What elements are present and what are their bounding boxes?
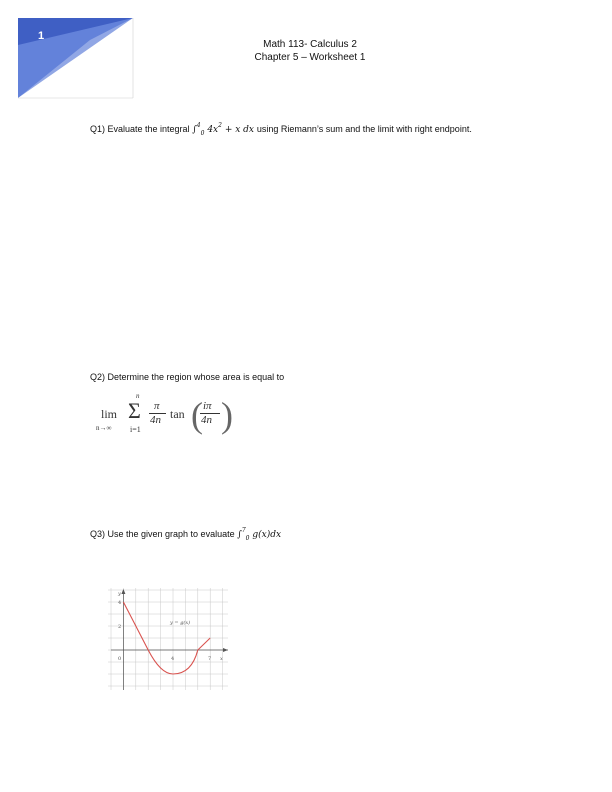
arg-numerator: iπ xyxy=(203,400,212,412)
q3-prefix: Q3) Use the given graph to evaluate xyxy=(90,529,235,539)
paren-left: ( xyxy=(191,395,203,435)
question-3 xyxy=(90,527,281,542)
tick-y-4: 4 xyxy=(118,600,122,606)
g-graph xyxy=(108,588,228,690)
sigma-upper: n xyxy=(136,392,140,400)
q3-upper-limit: 7 xyxy=(241,527,246,534)
x-axis-label: x xyxy=(220,656,223,662)
tick-x-0: 0 xyxy=(118,656,122,662)
q1-integrand: 4x xyxy=(207,125,219,135)
question-2: Q2) Determine the region whose area is equal to xyxy=(90,372,285,382)
q3-lower-limit: 0 xyxy=(245,535,250,542)
lim-subscript: n→∞ xyxy=(96,424,112,432)
curve-label: y = g(x) xyxy=(170,620,191,626)
question-1 xyxy=(90,122,472,137)
q1-power: 2 xyxy=(218,122,222,129)
q2-formula xyxy=(90,393,240,445)
q1-integral xyxy=(192,122,257,137)
y-axis-label: y xyxy=(118,591,121,597)
sigma-lower: i=1 xyxy=(130,425,141,434)
paren-right: ) xyxy=(221,395,233,435)
frac-denominator: 4n xyxy=(150,414,161,426)
x-axis-arrow xyxy=(223,648,228,652)
tick-x-4: 4 xyxy=(171,656,175,662)
chapter-title: Chapter 5 – Worksheet 1 xyxy=(254,52,366,63)
tick-x-7: 7 xyxy=(208,656,212,662)
q1-prefix: Q1) Evaluate the integral xyxy=(90,124,190,134)
tan-function: tan xyxy=(170,407,185,421)
worksheet-header xyxy=(220,38,400,64)
q1-upper-limit: 4 xyxy=(196,122,201,129)
sigma-symbol: Σ xyxy=(128,398,141,423)
q1-integral-sign: ∫ xyxy=(192,125,197,135)
lim-text: lim xyxy=(101,407,118,421)
q1-suffix: using Riemann’s sum and the limit with right endpoint. xyxy=(256,124,472,134)
q3-integral xyxy=(237,527,282,542)
arg-denominator: 4n xyxy=(201,414,212,426)
corner-decoration xyxy=(0,0,140,100)
frac-numerator: π xyxy=(154,400,160,412)
course-title: Math 113- Calculus 2 xyxy=(263,39,357,50)
page-number: 1 xyxy=(38,30,45,42)
q1-rest: + x dx xyxy=(221,125,254,135)
q3-integral-sign: ∫ xyxy=(237,530,242,540)
graph-grid xyxy=(108,588,228,690)
tick-y-2: 2 xyxy=(118,624,122,630)
q3-integrand: g(x)dx xyxy=(252,530,282,540)
q1-lower-limit: 0 xyxy=(200,130,205,137)
